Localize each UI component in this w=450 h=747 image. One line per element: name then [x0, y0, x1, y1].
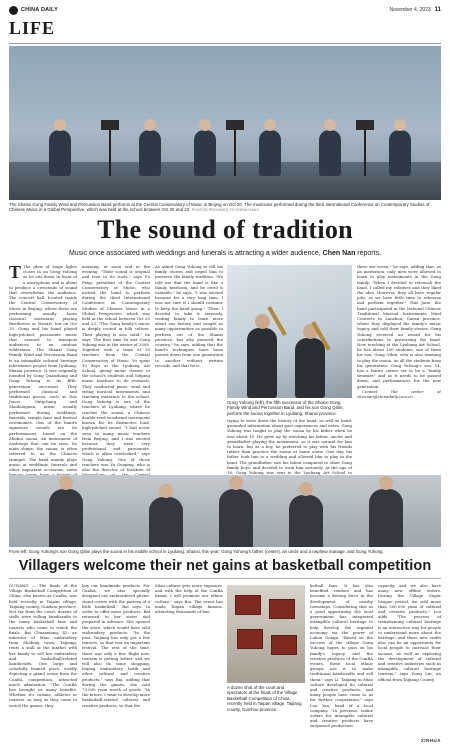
column-text: GUIYANG — The finals of the Village Basketball Competition of China, also known as CunBA, was held recently in Taipan village, Taijiang county, Guizhou province. Not far from the court, dozens of stalls were selling handicrafts to the many basketball fans and tourists who came to watch the finals. Bai Chuanxiang, 43, an inheritor of Miao embroidery from Shidong town, Taijiang, rents a stall at the market with her family to sell her embroidery and basketball-related handicrafts. One large and colorfully framed piece, vividly depicting a grand scene from the CunBA competition, attracted much admiration. "The CunBA has brought us many benefits. Whether it's cuisine, athletes or tourists, as long as they come to watch the games, they: [9, 583, 77, 708]
article-column: [155, 264, 223, 469]
main-photo: [9, 46, 441, 200]
embroidery-piece: [235, 595, 261, 615]
article-column: [378, 583, 441, 733]
music-stand: [364, 120, 366, 176]
article-headline-2: Villagers welcome their net gains at basketball competition: [18, 558, 432, 574]
article-column: [9, 262, 77, 472]
source-agency: XINHUA: [420, 738, 441, 743]
article-column: [227, 418, 352, 476]
musician-figure: [319, 130, 341, 176]
person-figure: [219, 489, 253, 547]
player-figure: [295, 338, 325, 398]
newspaper-logo: CHINA DAILY: [21, 7, 58, 13]
embroidery-piece: [269, 599, 295, 619]
byline: Chen Nan: [322, 250, 356, 257]
suona-photo: [227, 265, 352, 398]
main-photo-caption: [9, 202, 441, 214]
drop-cap: T: [9, 262, 22, 282]
photo-credit: PHOTOS PROVIDED TO CHINA DAILY: [191, 208, 260, 213]
page-number: 11: [434, 7, 441, 13]
article-column: [310, 583, 373, 733]
family-photo-caption: From left: Gong Yuhong's son Gong Qibin plays the suona in his middle school in Lyuliang, Shanxi, this year; Gong Yuhong's father (center), an uncle and a nephew manage; and Gong Yuhong.: [9, 549, 384, 554]
person-figure: [369, 489, 403, 547]
article-column: [155, 583, 223, 733]
column-text: trying to write down the history of the band, as well as hand-grounded information about past experiences and notes. Gong Yuhong was taught to play the suona by his father when he was about 10. He grew up by watching his father, uncles and grandfather playing the instrument, so it was natural for him to learn, but as a boy, he preferred to play with his friends rather than practice the suona at home alone. One day, his father took him to a wedding and allowed him to play in the band. The grandfather saw his talent compared to other Gong family boys, and decided to train him seriously. At the age of 16, Gong Yuhong was sent to the Lyuliang Art School to: [227, 418, 352, 476]
deck-text: Music once associated with weddings and funerals is attracting a wider audience,: [68, 250, 321, 257]
article-column: [357, 264, 441, 469]
article-deck: [0, 250, 450, 257]
column-text: buy our handmade products. For CunBA, we also specially designed our embroidered phone-stand covers with the pattern of a little basketball," Bai says. In order to offer more products, Bai returned to her sister and prepared in advance. She opened the store, which would have sold embroidery products. "In the past, Taijiang has only got a few tourists, so that was an important festival. The rest of the time, there was only a few. Right now, tourism is getting better, and we will also do some shopping, buying embroidery, batik and other cultural and creative products," says Bai, adding that during the games, she sold 70,000 yuan worth of goods. "In the future, I want to develop more basketball-related cultural and creative products, so that the: [82, 583, 150, 708]
newspaper-logo-icon: [9, 6, 18, 15]
stage-floor: [9, 162, 441, 200]
column-text: morning, at noon and in the evening. "Their sound is original and true to its roots," says Fu Feng, president of the Central Conservatory of Music, who invited the band to perform during the third International Conference on Contemporary Studies of Chinese Music in a Global Perspective, which was held at the school between Oct 20 and 23. "The Gong family's music is deeply rooted in folk culture. Their playing is also solid," he says. The first time Yu met Gong Yuhong was in the winter of 2008. Together with a team of 30 teachers from the Central Conservatory of Music, Yu spent 10 days at the Lyuliang Art School, giving music classes to the school's students and helping music teachers to do research. They conducted piano, wind and string musical instruments and teaching materials to the school. Gong Yuhong is one of the teachers at Lyuliang, where he teaches the suona, a Chinese double-reed woodwind instrument known for its distinctive loud, high-pitched sound. "I had never seen so many music teachers from Beijing, and I was excited because they were very professional and passionate, which is often overlooked," says Gong Yuhong. One of those teachers was Yu Guoping, who is also the director of Institute of: [82, 264, 150, 472]
musician-figure: [49, 130, 71, 176]
issue-date: November 4, 2023: [389, 7, 431, 13]
column-text: The glow of stage lights closes in on Gong Yuhong as he sits down in front of a microphone and is about to produce a crescendo of sound that overwhelms the audience. The concert hall, located inside the Central Conservatory of Music in Beijing, where there are performing, usually hosts classical musicians playing Beethoven or Mozart, but on Oct 20, Gong and his band played high-pitched, passionate music that seemed to transport audiences to an outdoor wilderness. The Shanxi Gong Family Wind and Percussion Band is an intangible cultural heritage inheritance project from Lyuliang, Shanxi province. It was originally founded by Gong Quanzhong and Gong Yuhong is its fifth-generation successor. They performed classical and traditional pieces, such as Dao Jiaozi, Qingchang and Shuihuoguan, music usually performed during weddings, funerals, temple fairs and festival ceremonies. One of the band's signature sounds are its performances, based on the Zhuhui suona, an instrument of Aoshengs that can be seen. Its main shape, the suona, is often referred to as the Chinese trumpet. The band mainly plays music at weddings, funerals and other important occasions, some: [9, 264, 77, 472]
music-stand: [234, 120, 236, 176]
article-column: [82, 264, 150, 472]
column-text: Miao culture gets more exposure, and with the help of the CunBA brand, I will promote our ethnic culture," says Bai. The event has made Taipan village famous, attracting thousands of bas-: [155, 583, 223, 615]
person-figure: [49, 489, 83, 547]
embroidery-piece: [237, 629, 263, 649]
article-divider: [9, 578, 441, 579]
embroidery-photo: [227, 585, 305, 683]
embroidery-piece: [271, 635, 297, 655]
column-text: capacity, and we also have many new offline orders. During the Village Super League period, we sold more than 500,000 yuan of cultural and creative products," Lou adds. "The process of transforming cultural heritage is an interactive way for people to understand more about the heritage, and these new crafts also can be an opportunity for local people to increase their income, as well as exploring the development of cultural and creative industries such as intangible cultural heritage tourism," says Dong Lin, an official from Taijiang County.: [378, 583, 441, 682]
caption-text: The Shanxi Gong Family Wind and Percussion Band performs at the Central Conservatory of Music in Beijing on Oct 20. The musicians performed during the third International Conference on Contemporary Studies of Chinese Music in a Global Perspective, which was held at the school between Oct 20 and 23.: [9, 202, 430, 213]
musician-figure: [139, 130, 161, 176]
section-title: LIFE: [9, 18, 56, 38]
masthead: [9, 4, 441, 16]
byline-tail: reports.: [357, 250, 382, 257]
music-stand: [109, 120, 111, 176]
contact-line: Contact the writer at chennan@chinadaily.com.cn: [357, 388, 441, 400]
person-figure: [289, 495, 323, 547]
article-column: [82, 583, 150, 733]
column-text: ketball fans. It has also benefited vendors and has become a driving force in the development of nearby townships. Considering this as a good opportunity, the local government has integrated intangible cultural heritage to help develop the regional economy via the power of Lukou Gonga. "Based on the success of the village Gong Yuhong hopes to pass on his family's legacy, and the creative products of the CunBA events, these local ethnic groups use it to make traditional handicrafts and sell them," says Li. Taijiang in Miao culture developed 80 cultural and creative products, and many people have come to us for further cooperation," says Lou Yan, head of a local company. "In previous, online orders for intangible cultural and creative products have surpassed production: [310, 583, 373, 729]
embroidery-photo-caption: A dozen shot of the court and spectators at the finals of the Village Basketball Competition of China, recently held in Taipan village, Taijiang county, Guizhou province.: [227, 685, 302, 712]
column-text: As asked Gong Yuhong to tell his family stories and urged him to preserve the family tradition. "He told me that the band is like a family heirloom, and he owed it valuable," he says. "I was excited because for a very long time, I was not sure if I should continue to keep the band going." "Then, I decided to take it seriously, visiting family to learn more about our history and sought as many opportunities as possible to perform out of the Shanxi province, but also pursued the country," he says, adding that the band's techniques have been passed down from one generation to another without written records, and that he is: [155, 264, 223, 368]
person-figure: [149, 497, 183, 547]
musician-figure: [389, 130, 411, 176]
player-figure: [247, 328, 277, 398]
musician-figure: [194, 130, 216, 176]
column-text: there are seven," he says, adding that, as an institution, only men were allowed to learn to play instruments in the Gong family. "When I decided to relaunch the band, I called my relatives and they liked the idea. However, they all have regular jobs, so we have little time to rehearse and perform together." This June, the band participated in the National Chinese Traditional Musical Instruments Wind Concerts in Lanzhou, Gansu province, where they displayed the family's music legacy and told their family stories. Gong Yuhong received an award for his contributions to preserving the band. Now teaching at the Lyuliang Art School, he has about 100 students, one of them his son, Gong Qibin, who is also learning to play the suona. As all the students from his generation, Gong Yuhong's son, 14, has a future career set to be a "family treasure" and as it needs to be passed down, and performances for the new generation.: [357, 264, 441, 389]
article-headline: The sound of tradition: [97, 215, 353, 244]
section-divider: [9, 43, 441, 44]
article-column: [9, 583, 77, 733]
suona-photo-caption: Gong Yuhong (left), the fifth successor of the Shanxi Gong Family Wind and Percussion Band, and his son Gong Qibin, perform the suona together in Lyuliang, Shanxi province.: [227, 400, 344, 416]
musician-figure: [259, 130, 281, 176]
family-photo: [9, 475, 441, 547]
